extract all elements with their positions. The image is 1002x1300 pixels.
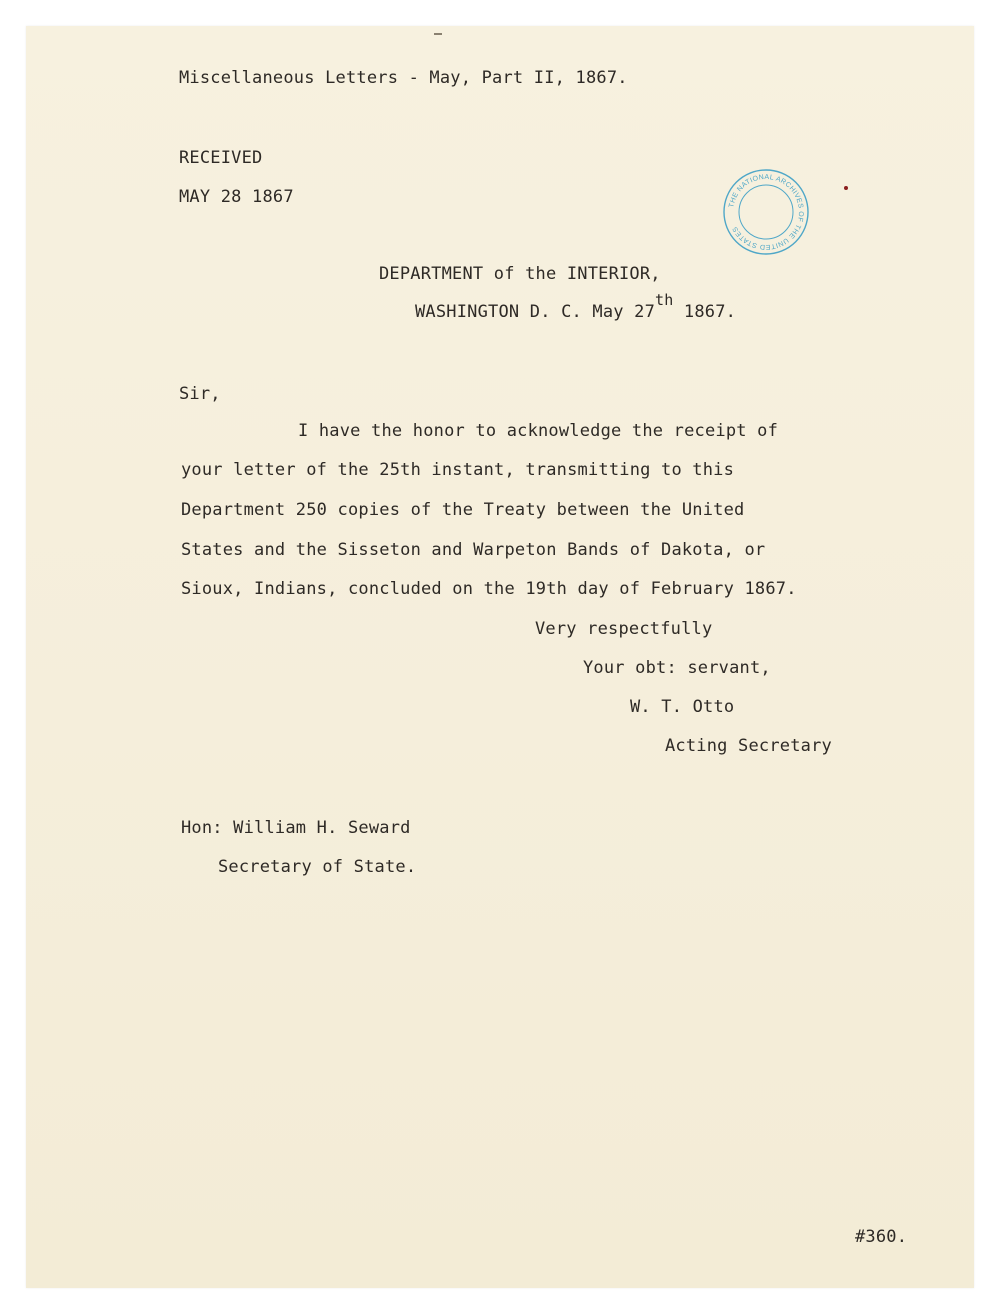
document-page — [26, 26, 974, 1288]
salutation: Sir, — [179, 384, 221, 404]
body-line-5: Sioux, Indians, concluded on the 19th day of February 1867. — [181, 579, 797, 599]
document-number: #360. — [855, 1227, 908, 1247]
archives-stamp — [722, 168, 810, 256]
date-year: 1867. — [673, 302, 737, 322]
ink-dot — [844, 186, 848, 190]
place-date-line — [415, 291, 737, 322]
body-line-3: Department 250 copies of the Treaty between the United — [181, 500, 745, 520]
addressee-title: Secretary of State. — [218, 857, 417, 877]
body-line-2: your letter of the 25th instant, transmitting to this — [181, 460, 735, 480]
received-label: RECEIVED — [179, 148, 263, 168]
stamp-text: THE NATIONAL ARCHIVES OF THE UNITED STATES — [728, 173, 805, 251]
department-line: DEPARTMENT of the INTERIOR, — [379, 264, 661, 284]
received-date: MAY 28 1867 — [179, 187, 294, 207]
body-line-1: I have the honor to acknowledge the receipt of — [298, 421, 779, 441]
addressee-name: Hon: William H. Seward — [181, 818, 411, 838]
collection-header: Miscellaneous Letters - May, Part II, 1867. — [179, 68, 628, 88]
date-suffix: th — [655, 291, 674, 309]
signer-title: Acting Secretary — [665, 736, 832, 756]
signature: W. T. Otto — [630, 697, 735, 717]
body-line-4: States and the Sisseton and Warpeton Bands of Dakota, or — [181, 540, 766, 560]
closing-line-1: Very respectfully — [535, 619, 713, 639]
page-mark — [434, 33, 442, 35]
place-date: WASHINGTON D. C. May 27 — [415, 302, 656, 322]
closing-line-2: Your obt: servant, — [583, 658, 771, 678]
